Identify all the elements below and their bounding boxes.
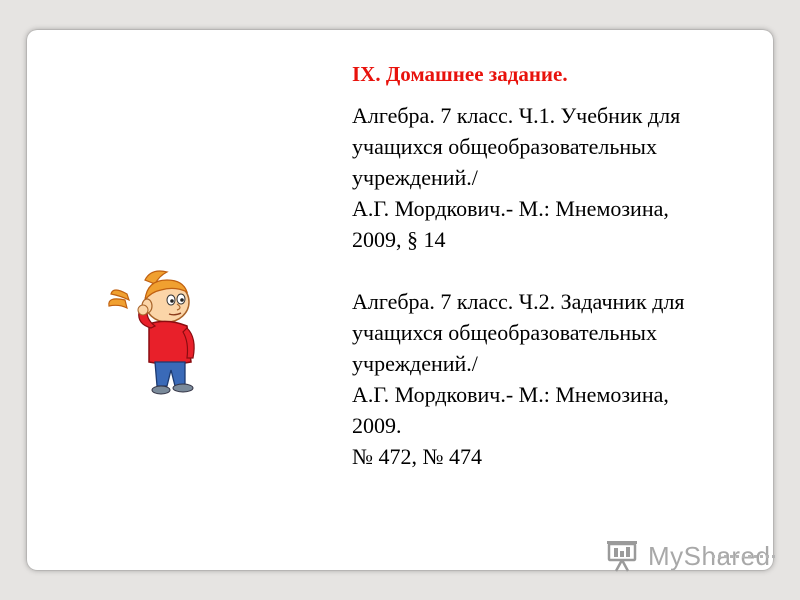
problem-book-line: А.Г. Мордкович.- М.: Мнемозина, <box>352 382 669 407</box>
textbook-line: 2009, § 14 <box>352 227 446 252</box>
problem-book-line: 2009. <box>352 413 402 438</box>
exercise-numbers: № 472, № 474 <box>352 444 482 469</box>
homework-heading: IX. Домашнее задание. <box>352 62 568 86</box>
myshared-watermark <box>606 536 771 576</box>
problem-book-line: учащихся общеобразовательных <box>352 320 657 345</box>
textbook-line: А.Г. Мордкович.- М.: Мнемозина, <box>352 196 669 221</box>
slide-canvas <box>27 30 773 570</box>
watermark-text: MyShared <box>648 540 771 571</box>
problem-book-line: учреждений./ <box>352 351 478 376</box>
presentation-board-icon <box>606 538 642 574</box>
textbook-reference <box>352 100 772 255</box>
problem-book-reference <box>352 286 772 472</box>
textbook-line: Алгебра. 7 класс. Ч.1. Учебник для <box>352 103 681 128</box>
thinking-boy-illustration <box>105 266 215 398</box>
problem-book-line: Алгебра. 7 класс. Ч.2. Задачник для <box>352 289 685 314</box>
textbook-line: учреждений./ <box>352 165 478 190</box>
homework-body <box>352 100 772 472</box>
textbook-line: учащихся общеобразовательных <box>352 134 657 159</box>
